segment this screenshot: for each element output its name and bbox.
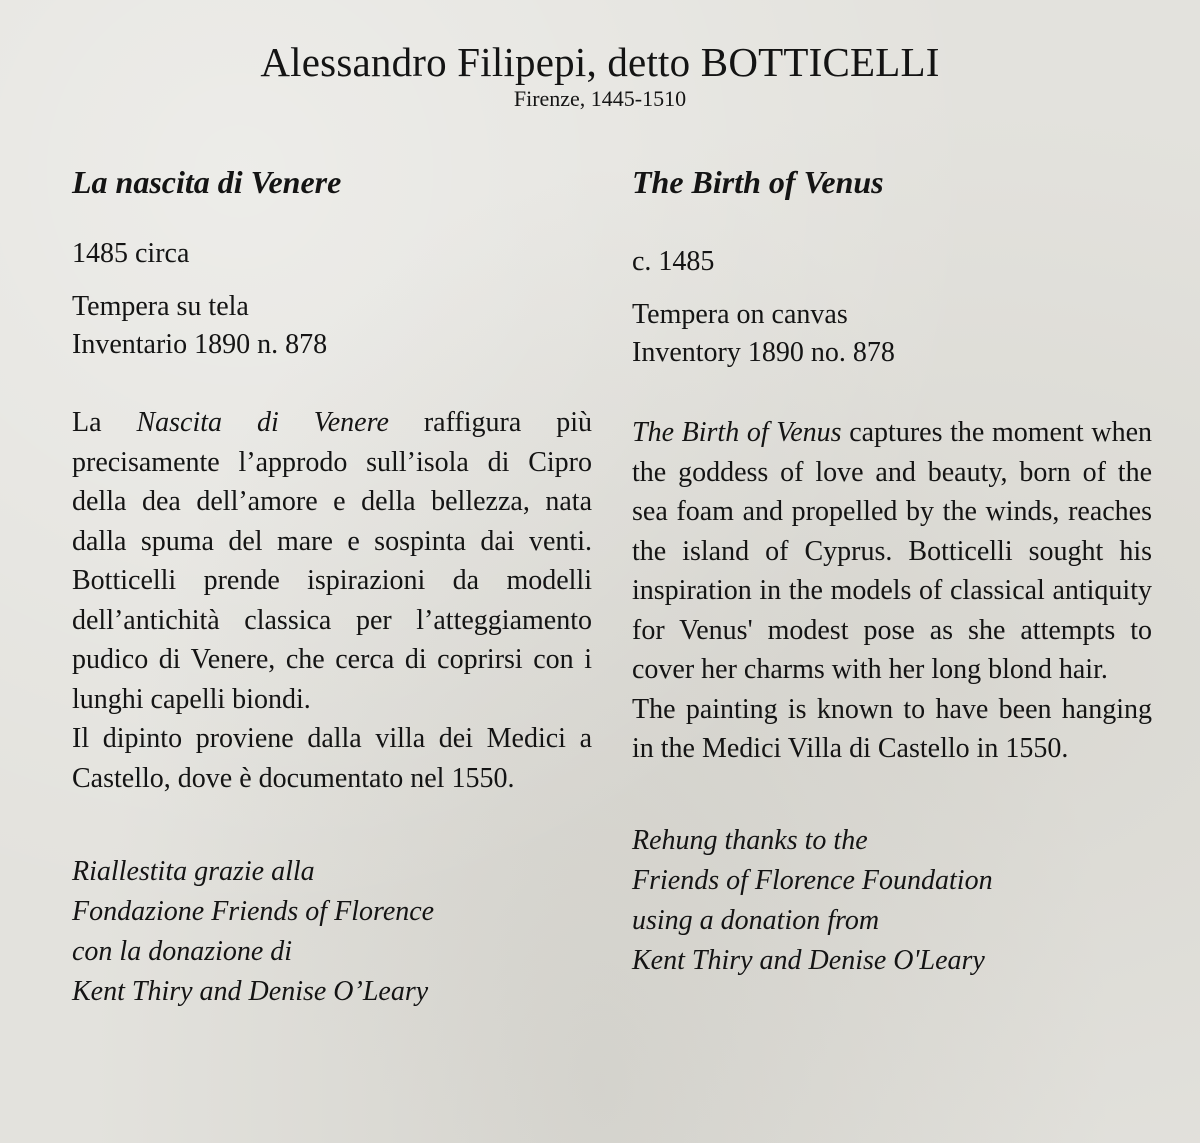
english-medium: Tempera on canvas [632,299,848,330]
italian-description-text: raffigura più precisamente l’approdo sull’isola di Cipro della dea dell’amore e della bellezza, nata dalla spuma del mare e sospinta dai venti. Botticelli prende ispirazioni da modelli dell’antichità classica per l’atteggiamento pudico di Venere, che cerca di coprirsi con i lunghi capelli biondi. [72,407,592,715]
english-description-title: The Birth of Venus [632,417,842,448]
english-column [632,162,1152,981]
italian-medium: Tempera su tela [72,291,249,322]
italian-date: 1485 circa [72,238,190,269]
italian-column [72,162,592,1012]
english-meta [632,296,1152,372]
italian-title: La nascita di Venere [72,164,342,200]
italian-meta [72,288,592,364]
english-credit-line: Rehung thanks to the [632,824,868,856]
italian-inventory: Inventario 1890 n. 878 [72,329,328,360]
english-date: c. 1485 [632,246,715,277]
english-description [632,413,1152,769]
english-inventory: Inventory 1890 no. 878 [632,337,895,368]
english-description-paragraph [632,413,1152,690]
italian-provenance: Il dipinto proviene dalla villa dei Medici a Castello, dove è documentato nel 1550. [72,723,592,794]
italian-description-title: Nascita di Venere [136,407,389,438]
italian-credit-line: Fondazione Friends of Florence [72,896,435,927]
italian-description [72,403,592,798]
english-credit-line: using a donation from [632,904,880,936]
english-credit-line: Friends of Florence Foundation [632,864,993,896]
italian-credit-line: con la donazione di [72,936,293,967]
english-provenance: The painting is known to have been hanging in the Medici Villa di Castello in 1550. [632,693,1152,764]
english-title: The Birth of Venus [632,164,884,200]
italian-description-lead: La [72,407,137,438]
italian-credit-line: Riallestita grazie alla [72,856,315,887]
italian-description-paragraph [72,403,592,719]
artist-birthplace-dates: Firenze, 1445-1510 [513,86,687,111]
artist-name: Alessandro Filipepi, detto BOTTICELLI [260,39,940,85]
english-credit [632,821,1152,981]
italian-credit [72,852,592,1012]
italian-credit-line: Kent Thiry and Denise O’Leary [72,976,429,1007]
label-header [0,38,1200,112]
english-credit-line: Kent Thiry and Denise O'Leary [632,944,985,976]
english-description-text: captures the moment when the goddess of love and beauty, born of the sea foam and propelled by the winds, reaches the island of Cyprus. Botticelli sought his inspiration in the models of classical antiquity for Venus' modest pose as she attempts to cover her charms with her long blond hair. [632,417,1152,685]
